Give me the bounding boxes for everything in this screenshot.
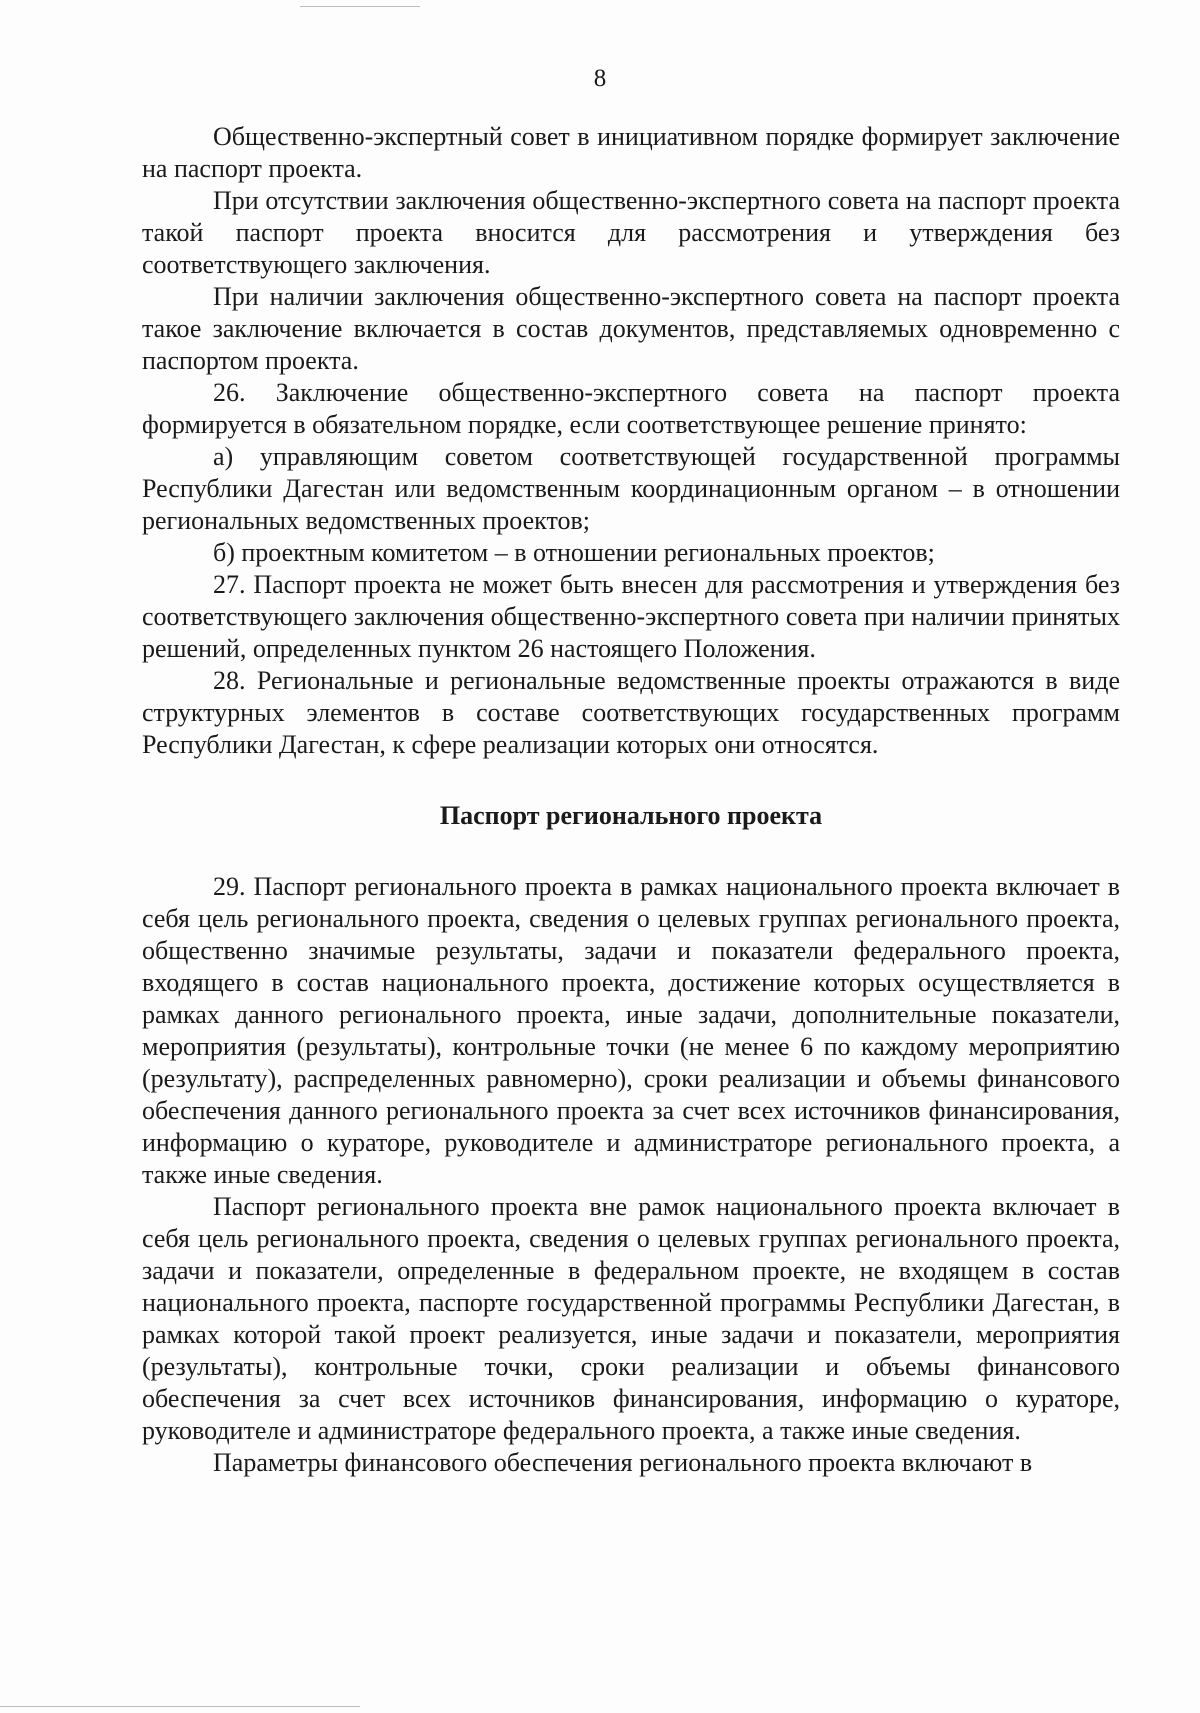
paragraph: Паспорт регионального проекта вне рамок национального проекта включает в себя цель регионального проекта, сведения о целевых группах регионального проекта, задачи и показатели, определенные в федеральном проекте, не входящем в состав национального проекта, паспорте государственной программы Республики Дагестан, в рамках которой такой проект реализуется, иные задачи и показатели, мероприятия (результаты), контрольные точки, сроки реализации и объемы финансового обеспечения за счет всех источников финансирования, информацию о кураторе, руководителе и администраторе федерального проекта, а также иные сведения. <box>142 1192 1120 1445</box>
document-body <box>142 121 1120 1479</box>
paragraph-item-29: 29. Паспорт регионального проекта в рамках национального проекта включает в себя цель регионального проекта, сведения о целевых группах регионального проекта, общественно значимые результаты, задачи и показатели федерального проекта, входящего в состав национального проекта, достижение которых осуществляется в рамках данного регионального проекта, иные задачи, дополнительные показатели, мероприятия (результаты), контрольные точки (не менее 6 по каждому мероприятию (результату), распределенных равномерно), сроки реализации и объемы финансового обеспечения данного регионального проекта за счет всех источников финансирования, информацию о кураторе, руководителе и администраторе регионального проекта, а также иные сведения. <box>142 872 1120 1189</box>
paragraph: Общественно-экспертный совет в инициативном порядке формирует заключение на паспорт проекта. <box>142 122 1120 183</box>
scan-artifact-bottom <box>0 1706 360 1707</box>
paragraph: При отсутствии заключения общественно-экспертного совета на паспорт проекта такой паспорт проекта вносится для рассмотрения и утверждения без соответствующего заключения. <box>142 186 1120 279</box>
page-number: 8 <box>593 65 607 92</box>
paragraph-item-26: 26. Заключение общественно-экспертного совета на паспорт проекта формируется в обязательном порядке, если соответствующее решение принято: <box>142 378 1120 439</box>
paragraph: При наличии заключения общественно-экспертного совета на паспорт проекта такое заключение включается в состав документов, представляемых одновременно с паспортом проекта. <box>142 282 1120 375</box>
subitem-b: б) проектным комитетом – в отношении региональных проектов; <box>213 538 935 567</box>
subitem-a: а) управляющим советом соответствующей государственной программы Республики Дагестан или ведомственным координационным органом – в отношении региональных ведомственных проектов; <box>142 442 1120 535</box>
paragraph: Параметры финансового обеспечения регионального проекта включают в <box>213 1448 1033 1477</box>
paragraph-item-27: 27. Паспорт проекта не может быть внесен для рассмотрения и утверждения без соответствующего заключения общественно-экспертного совета при наличии принятых решений, определенных пунктом 26 настоящего Положения. <box>142 570 1120 663</box>
paragraph-item-28: 28. Региональные и региональные ведомственные проекты отражаются в виде структурных элементов в составе соответствующих государственных программ Республики Дагестан, к сфере реализации которых они относятся. <box>142 666 1120 759</box>
scan-artifact-top <box>300 6 420 7</box>
section-heading: Паспорт регионального проекта <box>439 801 823 830</box>
